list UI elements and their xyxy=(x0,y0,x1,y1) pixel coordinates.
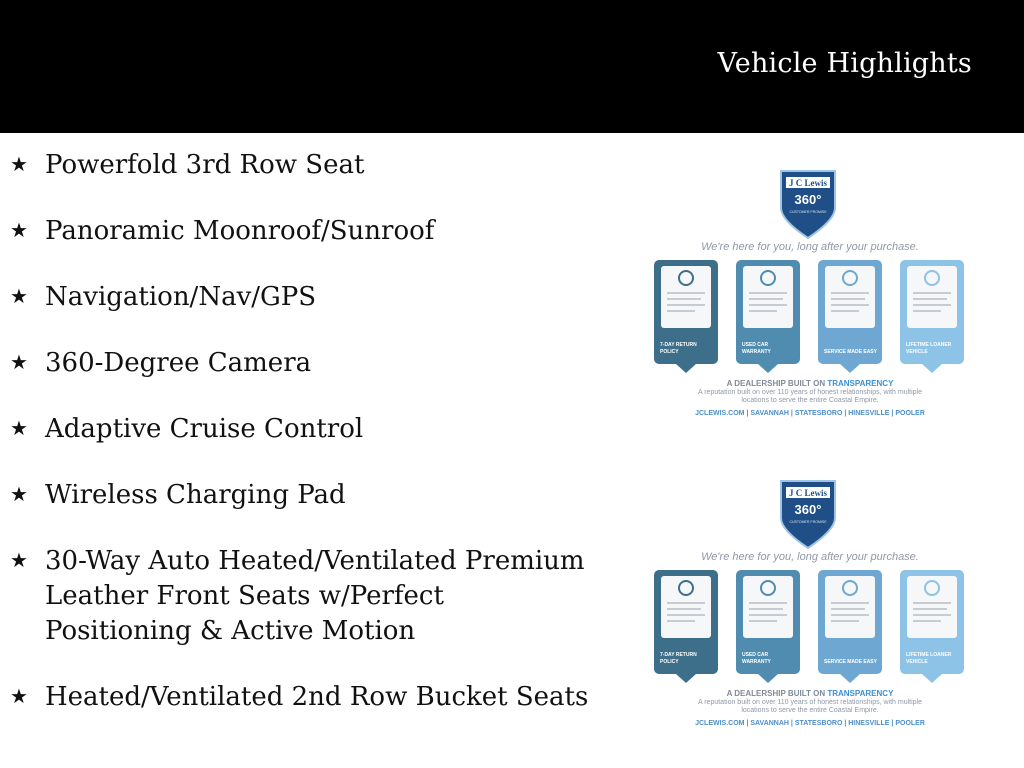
star-icon: ★ xyxy=(10,284,28,308)
card-label: 7-DAY RETURN POLICY xyxy=(660,342,697,355)
feature-item xyxy=(10,346,590,381)
promo-subline: A reputation built on over 110 years of honest relationships, with multiple locations to serve the entire Coastal Empire. xyxy=(698,699,922,714)
logo-brand: J C Lewis xyxy=(789,178,827,188)
feature-item xyxy=(10,544,590,649)
feature-item xyxy=(10,280,590,315)
promo-subline: A reputation built on over 110 years of honest relationships, with multiple locations to serve the entire Coastal Empire. xyxy=(698,389,922,404)
logo-brand: J C Lewis xyxy=(789,488,827,498)
promo-card xyxy=(654,260,718,364)
star-icon: ★ xyxy=(10,416,28,440)
star-icon: ★ xyxy=(10,218,28,242)
star-icon: ★ xyxy=(10,152,28,176)
card-label: LIFETIME LOANER VEHICLE xyxy=(906,652,952,665)
headline-prefix: A DEALERSHIP BUILT ON xyxy=(726,379,828,388)
card-label: SERVICE MADE EASY xyxy=(824,659,877,665)
feature-item xyxy=(10,412,590,447)
promo-card xyxy=(900,260,964,364)
promo-graphic xyxy=(650,160,970,430)
feature-text: Wireless Charging Pad xyxy=(45,480,346,510)
page-title: Vehicle Highlights xyxy=(717,48,972,79)
loaner-car-icon xyxy=(924,270,940,286)
card-label: USED CAR WARRANTY xyxy=(742,342,771,355)
promo-card xyxy=(736,570,800,674)
card-label: 7-DAY RETURN POLICY xyxy=(660,652,697,665)
logo-subtitle: CUSTOMER PROMISE xyxy=(789,520,827,524)
logo-subtitle: CUSTOMER PROMISE xyxy=(789,210,827,214)
promo-headline xyxy=(650,379,970,388)
star-icon: ★ xyxy=(10,350,28,374)
promo-card xyxy=(818,570,882,674)
feature-item xyxy=(10,680,590,715)
tagline: We're here for you, long after your purchase. xyxy=(701,551,919,563)
promo-locations: JCLEWIS.COM | SAVANNAH | STATESBORO | HINESVILLE | POOLER xyxy=(695,720,925,727)
feature-text: Heated/Ventilated 2nd Row Bucket Seats xyxy=(45,682,589,712)
header-bar xyxy=(0,0,1024,133)
dollar-icon xyxy=(678,580,694,596)
feature-item xyxy=(10,214,590,249)
headline-highlight: TRANSPARENCY xyxy=(827,379,894,388)
feature-text: Panoramic Moonroof/Sunroof xyxy=(45,216,435,246)
card-label: USED CAR WARRANTY xyxy=(742,652,771,665)
tagline: We're here for you, long after your purchase. xyxy=(701,241,919,253)
dollar-icon xyxy=(678,270,694,286)
headline-highlight: TRANSPARENCY xyxy=(827,689,894,698)
promo-headline xyxy=(650,689,970,698)
promo-graphic xyxy=(650,470,970,740)
logo-number: 360° xyxy=(794,502,822,517)
star-icon: ★ xyxy=(10,684,28,708)
check-badge-icon xyxy=(760,270,776,286)
card-label: LIFETIME LOANER VEHICLE xyxy=(906,342,952,355)
shield-logo-icon xyxy=(778,168,838,242)
shield-logo-icon xyxy=(778,478,838,552)
car-service-icon xyxy=(842,270,858,286)
feature-item xyxy=(10,478,590,513)
promo-card xyxy=(654,570,718,674)
promo-card xyxy=(818,260,882,364)
promo-locations: JCLEWIS.COM | SAVANNAH | STATESBORO | HINESVILLE | POOLER xyxy=(695,410,925,417)
logo-number: 360° xyxy=(794,192,822,207)
feature-text: 360-Degree Camera xyxy=(45,348,312,378)
car-service-icon xyxy=(842,580,858,596)
feature-text: Powerfold 3rd Row Seat xyxy=(45,150,365,180)
star-icon: ★ xyxy=(10,482,28,506)
feature-list xyxy=(10,148,590,715)
promo-card xyxy=(900,570,964,674)
star-icon: ★ xyxy=(10,548,28,572)
headline-prefix: A DEALERSHIP BUILT ON xyxy=(726,689,828,698)
loaner-car-icon xyxy=(924,580,940,596)
feature-text: Navigation/Nav/GPS xyxy=(45,282,317,312)
promo-card xyxy=(736,260,800,364)
feature-text: Adaptive Cruise Control xyxy=(45,414,364,444)
feature-text: 30-Way Auto Heated/Ventilated Premium Leather Front Seats w/Perfect Positioning & Active Motion xyxy=(45,546,585,646)
card-label: SERVICE MADE EASY xyxy=(824,349,877,355)
check-badge-icon xyxy=(760,580,776,596)
feature-item xyxy=(10,148,590,183)
